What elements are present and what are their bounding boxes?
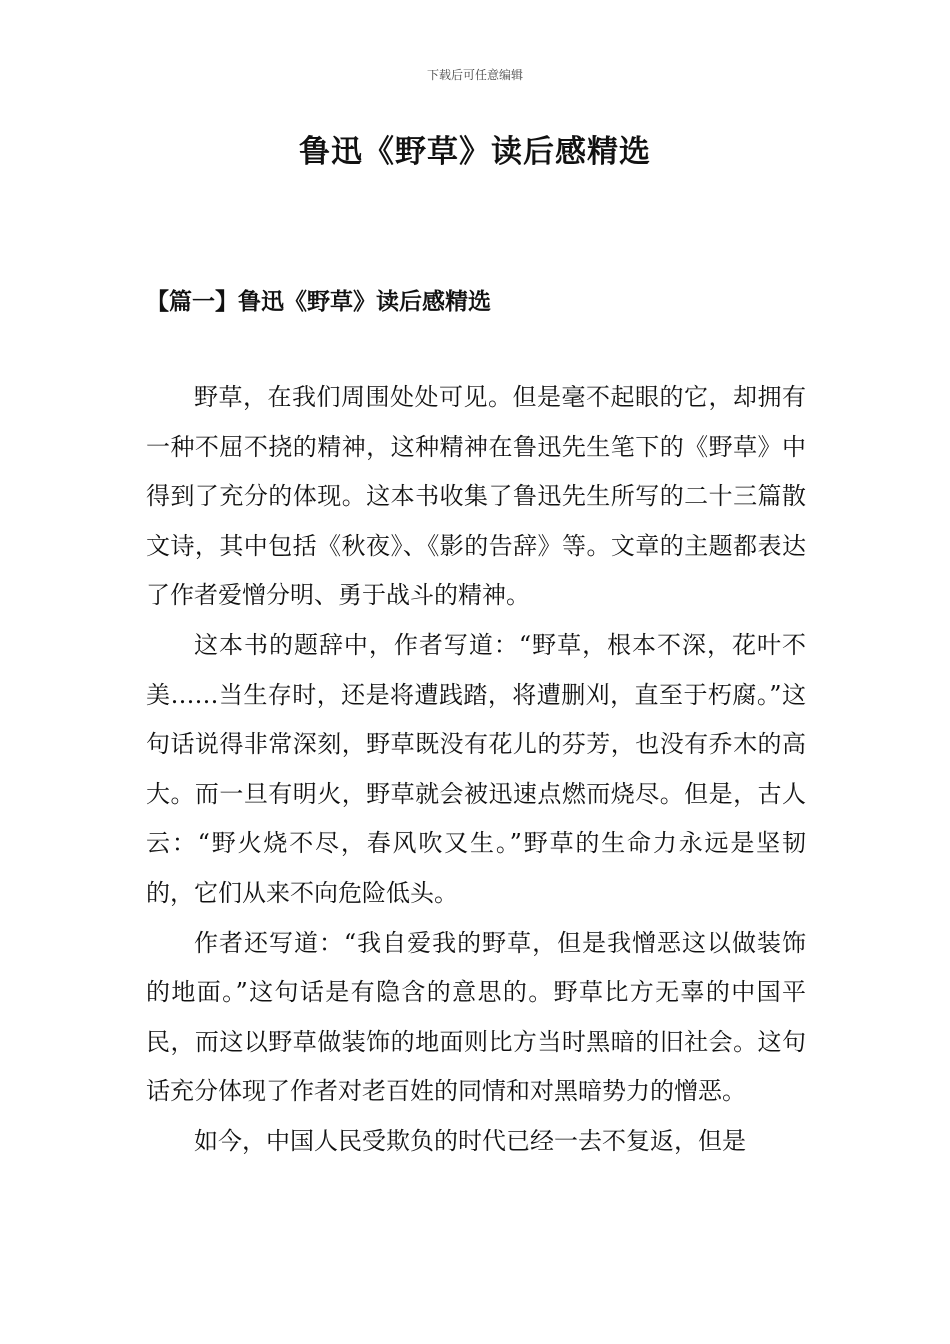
paragraph: 如今，中国人民受欺负的时代已经一去不复返，但是 (194, 1126, 746, 1155)
section-heading: 【篇一】鲁迅《野草》读后感精选 (146, 288, 491, 315)
header-note: 下载后可任意编辑 (426, 68, 523, 82)
paragraph: 作者还写道：“我自爱我的野草，但是我憎恶这以做装饰的地面。”这句话是有隐含的意思的。野草比方无辜的中国平民，而这以野草做装饰的地面则比方当时黑暗的旧社会。这句话充分体现了作者对老百姓的同情和对黑暗势力的憎恶。 (146, 928, 806, 1106)
paragraph: 这本书的题辞中，作者写道：“野草，根本不深，花叶不美……当生存时，还是将遭践踏，将遭删刈，直至于朽腐。”这句话说得非常深刻，野草既没有花儿的芬芳，也没有乔木的高大。而一旦有明火，野草就会被迅速点燃而烧尽。但是，古人云：“野火烧不尽，春风吹又生。”野草的生命力永远是坚韧的，它们从来不向危险低头。 (146, 630, 806, 907)
body-text (146, 373, 806, 1167)
paragraph: 野草，在我们周围处处可见。但是毫不起眼的它，却拥有一种不屈不挠的精神，这种精神在鲁迅先生笔下的《野草》中得到了充分的体现。这本书收集了鲁迅先生所写的二十三篇散文诗，其中包括《秋夜》、《影的告辞》等。文章的主题都表达了作者爱憎分明、勇于战斗的精神。 (146, 383, 806, 610)
document-title: 鲁迅《野草》读后感精选 (299, 134, 651, 170)
